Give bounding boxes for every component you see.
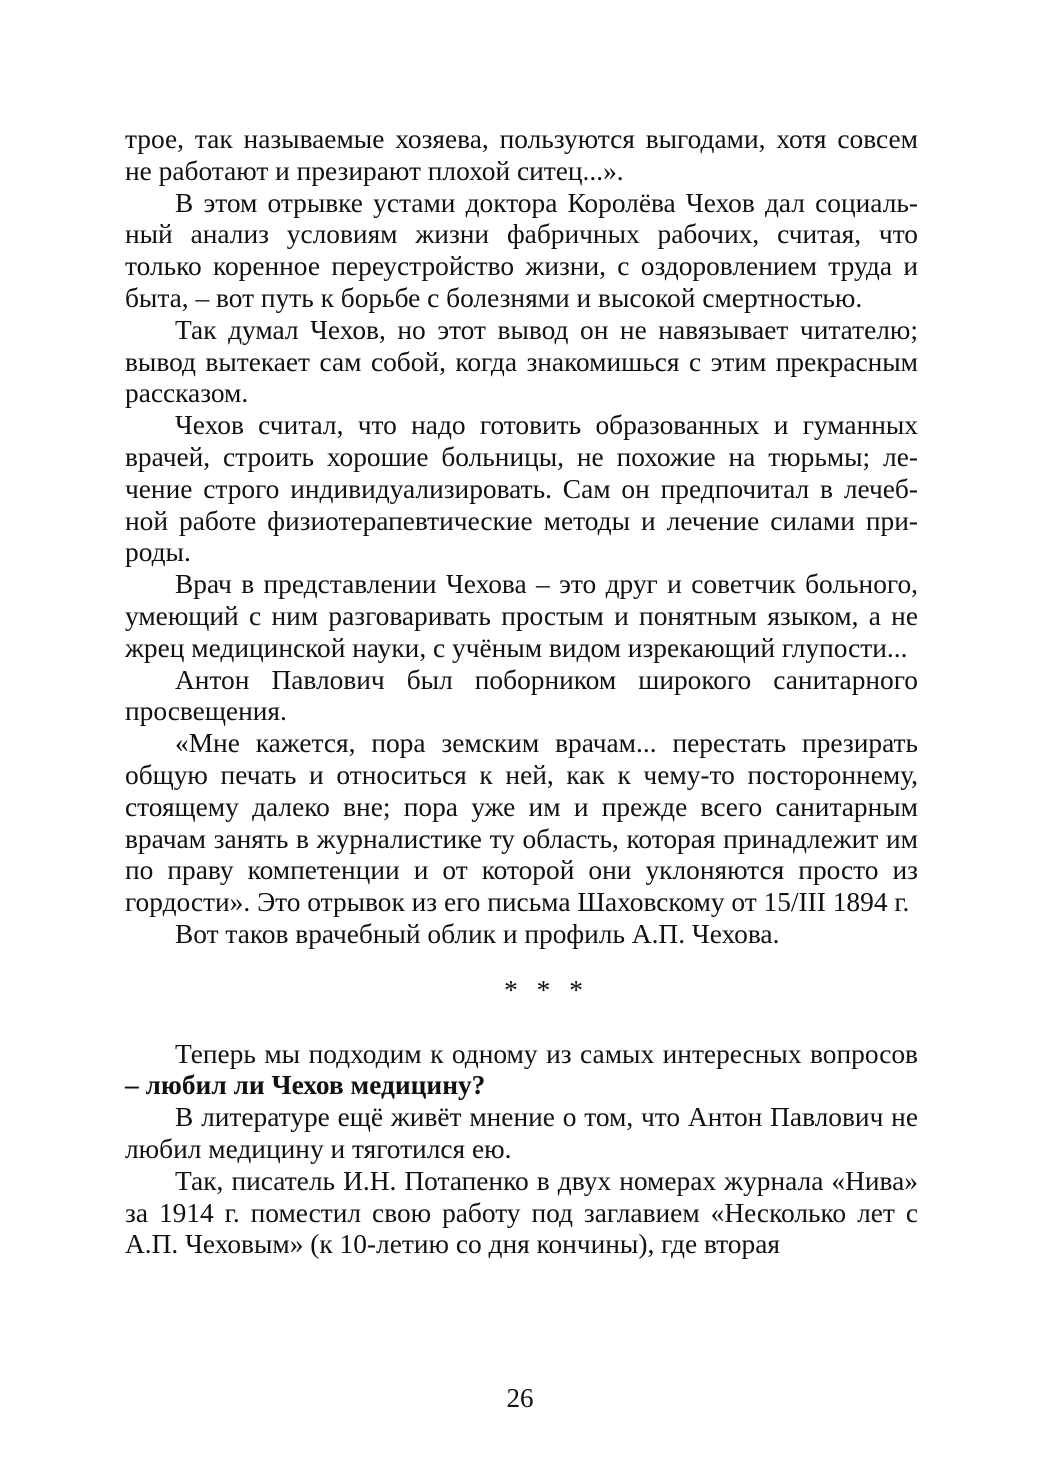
paragraph-profile-summary: Вот таков врачебный облик и профиль А.П. Чехова. — [175, 918, 780, 949]
paragraph-literature-opinion: В литературе ещё живёт мнение о том, что Антон Павлович не любил медицину и тяготился ею. — [125, 1102, 918, 1164]
question-bold: – любил ли Чехов медицину? — [125, 1070, 486, 1101]
paragraph-korolev-analysis: В этом отрывке устами доктора Королёва Чехов дал социальный анализ условиям жизни фабричных рабочих, считая, что только коренное переустройство жизни, с оздоровлением труда и быта, – вот путь к борьбе с болезнями и высокой смертностью. — [125, 187, 918, 313]
question-prefix: Теперь мы подходим к одному из самых интересных вопросов — [175, 1038, 918, 1069]
section-separator: * * * — [504, 974, 589, 1005]
paragraph-chekhov-thought: Так думал Чехов, но этот вывод он не навязывает читателю; вывод вытекает сам собой, когда знакомишься с этим прекрасным рассказом. — [125, 314, 918, 409]
paragraph-doctor-training: Чехов считал, что надо готовить образованных и гуманных врачей, строить хорошие больницы, не похожие на тюрьмы; лечение строго индивидуализировать. Сам он предпочитал в лечебной работе физиотерапевтические методы и лечение силами природы. — [125, 410, 918, 568]
page-number: 26 — [506, 1383, 534, 1413]
paragraph-letter-quote: «Мне кажется, пора земским врачам... перестать презирать общую печать и относиться к ней, как к чему-то постороннему, стоящему далеко вне; пора уже им и прежде всего санитарным врачам занять в журналистике ту область, которая принадлежит им по праву компетенции и от которой они уклоняются просто из гордости». Это отрывок из его письма Шаховскому от 15/III 1894 г. — [125, 728, 918, 918]
paragraph-potapenko: Так, писатель И.Н. Потапенко в двух номерах журнала «Нива» за 1914 г. поместил свою работу под заглавием «Несколько лет с А.П. Чеховым» (к 10-летию со дня кончины), где вторая — [125, 1165, 918, 1260]
paragraph-doctor-friend: Врач в представлении Чехова – это друг и советчик больного, умеющий с ним разговаривать простым и понятным языком, а не жрец медицинской науки, с учёным видом изрекающий глупости... — [125, 569, 918, 663]
paragraph-question — [125, 1039, 918, 1103]
paragraph-sanitary-enlightenment: Антон Павлович был поборником широкого санитарного просвещения. — [125, 664, 918, 727]
document-page — [125, 124, 918, 1261]
paragraph-continuation: трое, так называемые хозяева, пользуются выгодами, хотя совсем не работают и презирают плохой ситец...». — [125, 124, 918, 186]
